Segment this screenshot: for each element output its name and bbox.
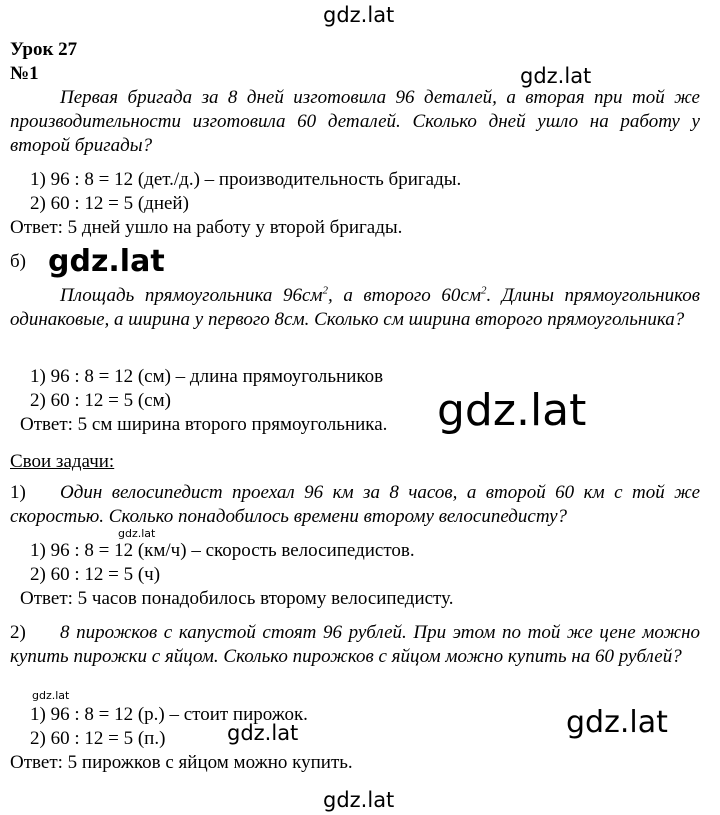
own-task-1-text: Один велосипедист проехал 96 км за 8 часов, а второй 60 км с той же скоростью. Сколько понадобилось времени второму велосипедисту?	[10, 482, 700, 527]
task-a-text: Первая бригада за 8 дней изготовила 96 деталей, а вторая при той же производительности изготовила 60 деталей. Сколько дней ушло на работу у второй бригады?	[10, 87, 700, 156]
watermark-large: gdz.lat	[437, 385, 587, 436]
own-task-2-step-2: 2) 60 : 12 = 5 (п.)	[30, 728, 166, 749]
task-a-answer: Ответ: 5 дней ушло на работу у второй бригады.	[10, 217, 403, 238]
lesson-title: Урок 27	[10, 39, 78, 60]
own-task-2-number: 2)	[10, 622, 26, 643]
watermark-small-2: gdz.lat	[32, 689, 70, 702]
watermark-task-b: gdz.lat	[48, 244, 165, 279]
watermark-right: gdz.lat	[566, 705, 668, 740]
task-b-step-1: 1) 96 : 8 = 12 (см) – длина прямоугольников	[30, 366, 384, 387]
watermark-small-1: gdz.lat	[118, 527, 156, 540]
own-task-1-step-1: 1) 96 : 8 = 12 (км/ч) – скорость велосипедистов.	[30, 540, 415, 561]
own-task-2-text: 8 пирожков с капустой стоят 96 рублей. При этом по той же цене можно купить пирожки с яйцом. Сколько пирожков с яйцом можно купить на 60 рублей?	[10, 622, 700, 667]
watermark-header: gdz.lat	[520, 64, 592, 88]
own-task-1-answer: Ответ: 5 часов понадобилось второму велосипедисту.	[20, 588, 454, 609]
own-tasks-heading: Свои задачи:	[10, 451, 115, 472]
watermark-task-2: gdz.lat	[227, 721, 299, 745]
own-task-2-step-1: 1) 96 : 8 = 12 (р.) – стоит пирожок.	[30, 704, 308, 725]
task-b-text: Площадь прямоугольника $96см^2$, а второго $60см^2$. Длины прямоугольников одинаковые, а ширина у первого 8см. Сколько см ширина второго прямоугольника?	[10, 284, 700, 330]
task-b-step-2: 2) 60 : 12 = 5 (см)	[30, 390, 171, 411]
task-a-step-2: 2) 60 : 12 = 5 (дней)	[30, 193, 189, 214]
task-b-answer: Ответ: 5 см ширина второго прямоугольника.	[20, 414, 388, 435]
task-a-step-1: 1) 96 : 8 = 12 (дет./д.) – производительность бригады.	[30, 169, 462, 190]
task-b-label: б)	[10, 251, 26, 272]
own-task-1-number: 1)	[10, 482, 26, 503]
own-task-1-step-2: 2) 60 : 12 = 5 (ч)	[30, 564, 161, 585]
watermark-top: gdz.lat	[323, 3, 395, 27]
exercise-number: №1	[10, 63, 39, 84]
own-task-2-answer: Ответ: 5 пирожков с яйцом можно купить.	[10, 752, 353, 773]
watermark-bottom: gdz.lat	[323, 788, 395, 812]
